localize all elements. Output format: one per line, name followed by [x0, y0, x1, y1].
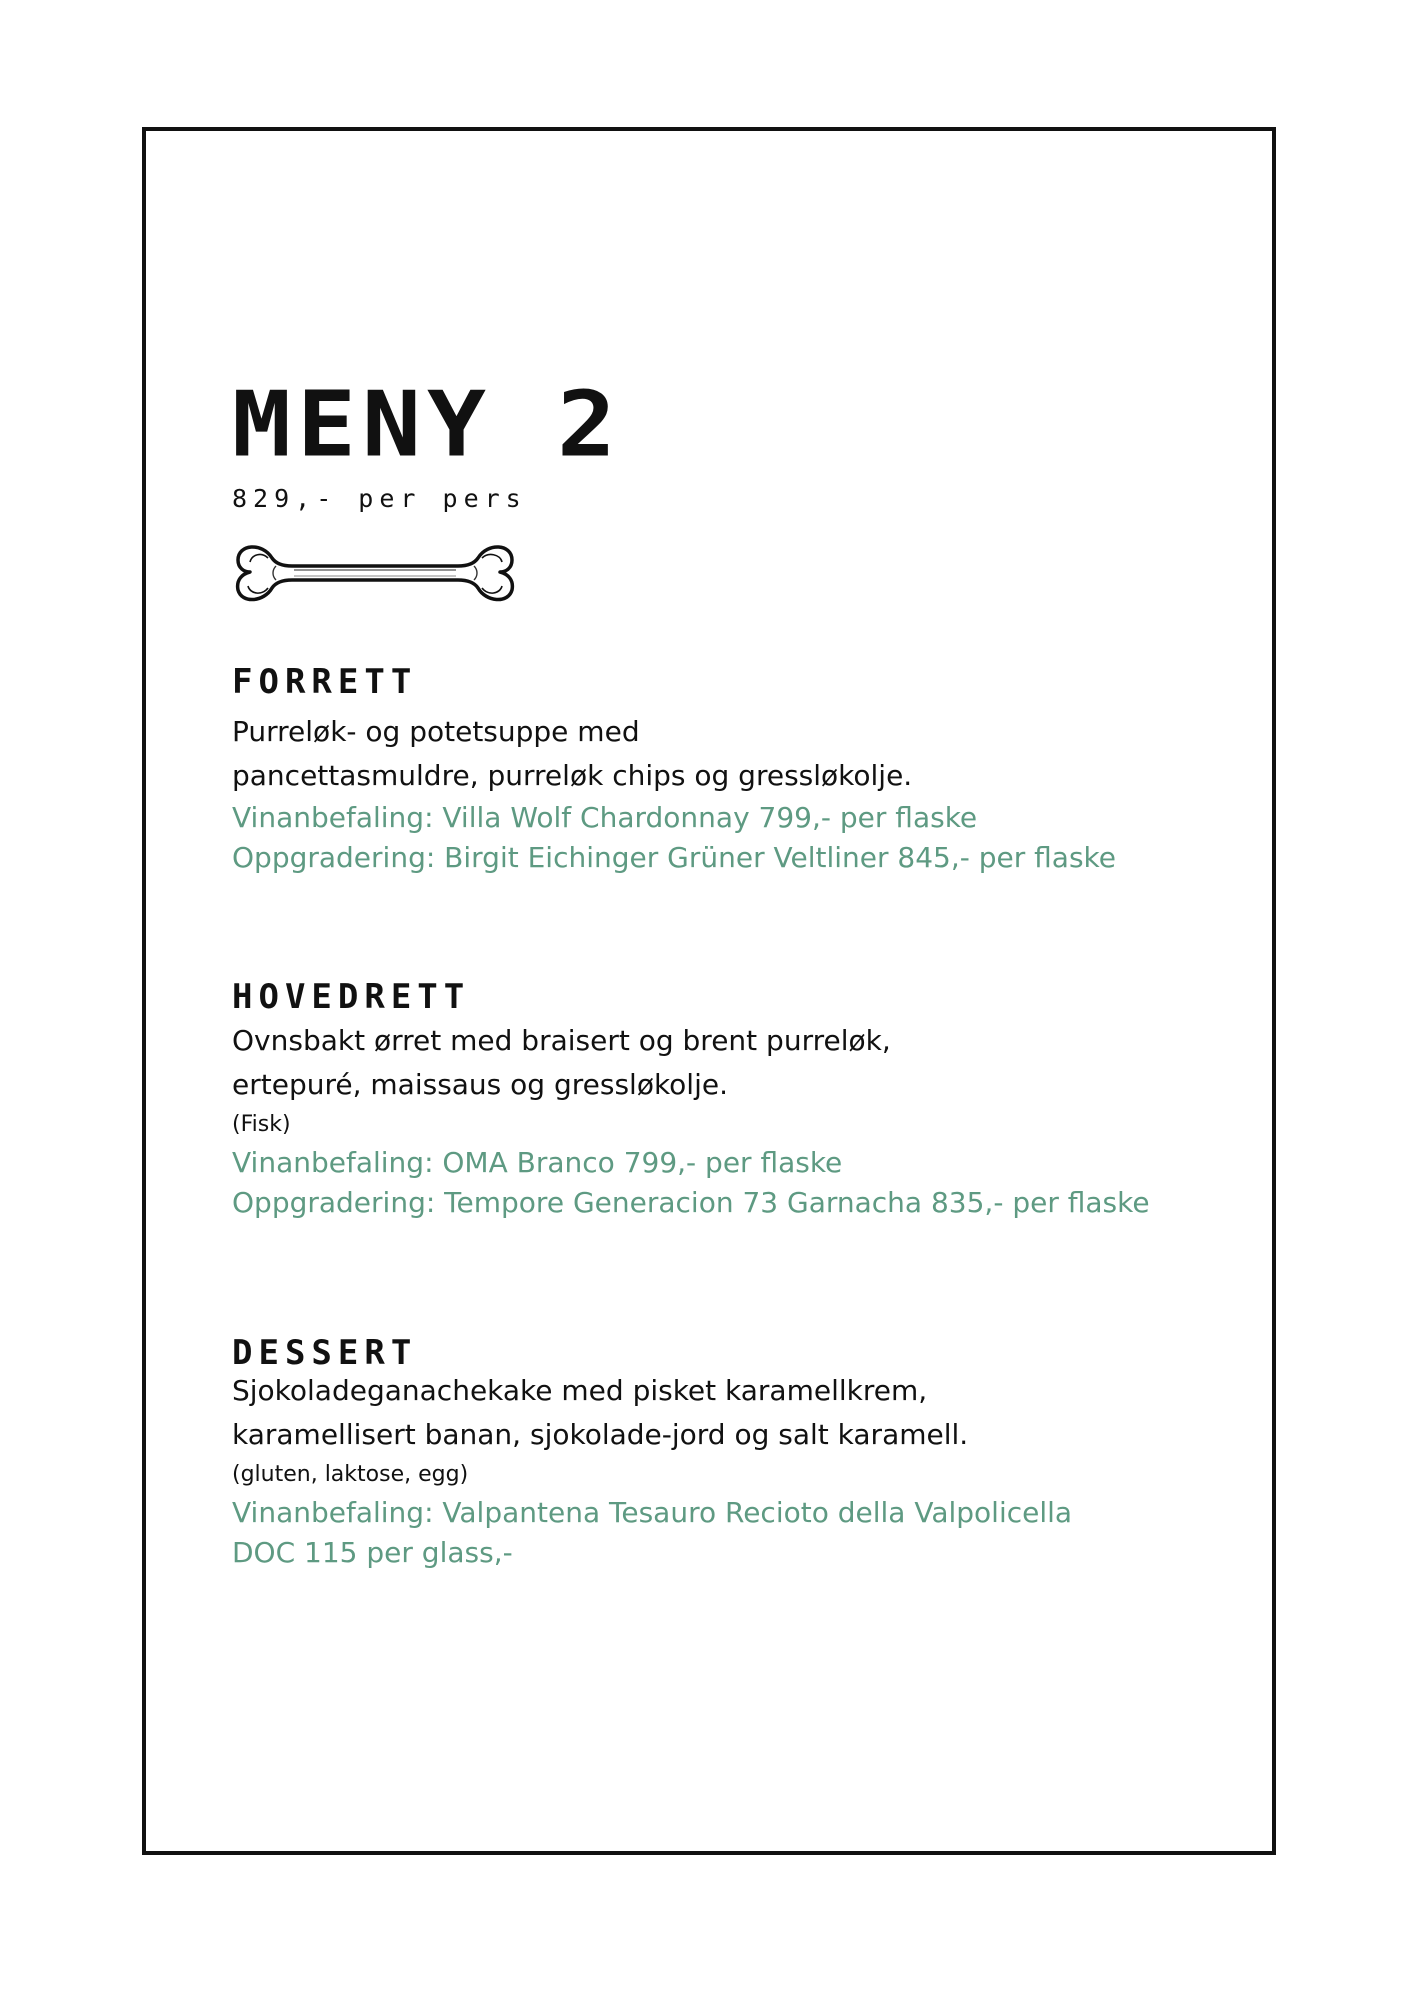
menu-header [232, 372, 1232, 608]
section-heading-dessert: DESSERT [232, 1333, 418, 1373]
dish-hovedrett [232, 1019, 1232, 1223]
wine-recommendation: Vinanbefaling: Villa Wolf Chardonnay 799,- per flaske [232, 801, 978, 834]
section-heading-forrett: FORRETT [232, 662, 418, 702]
dish-line: Ovnsbakt ørret med braisert og brent purreløk, [232, 1024, 891, 1057]
dish-forrett [232, 710, 1232, 878]
section-dessert [232, 1333, 1232, 1573]
bone-icon [232, 536, 518, 608]
menu-price: 829,- per pers [232, 484, 527, 513]
wine-recommendation: Vinanbefaling: OMA Branco 799,- per flaske [232, 1146, 843, 1179]
dish-line: Sjokoladeganachekake med pisket karamellkrem, [232, 1374, 928, 1407]
menu-title: MENY 2 [232, 372, 623, 478]
dish-line: karamellisert banan, sjokolade-jord og salt karamell. [232, 1418, 969, 1451]
wine-recommendation-cont: DOC 115 per glass,- [232, 1536, 513, 1569]
allergen-note: (gluten, laktose, egg) [232, 1462, 469, 1487]
section-forrett [232, 662, 1232, 878]
section-hovedrett [232, 977, 1232, 1223]
dish-line: ertepuré, maissaus og gressløkolje. [232, 1068, 728, 1101]
wine-upgrade: Oppgradering: Birgit Eichinger Grüner Veltliner 845,- per flaske [232, 841, 1116, 874]
wine-recommendation: Vinanbefaling: Valpantena Tesauro Recioto della Valpolicella [232, 1496, 1073, 1529]
dish-line: pancettasmuldre, purreløk chips og gressløkolje. [232, 759, 913, 792]
wine-upgrade: Oppgradering: Tempore Generacion 73 Garnacha 835,- per flaske [232, 1186, 1150, 1219]
section-heading-hovedrett: HOVEDRETT [232, 977, 471, 1017]
allergen-note: (Fisk) [232, 1112, 291, 1137]
dish-line: Purreløk- og potetsuppe med [232, 715, 640, 748]
dish-dessert [232, 1369, 1232, 1573]
